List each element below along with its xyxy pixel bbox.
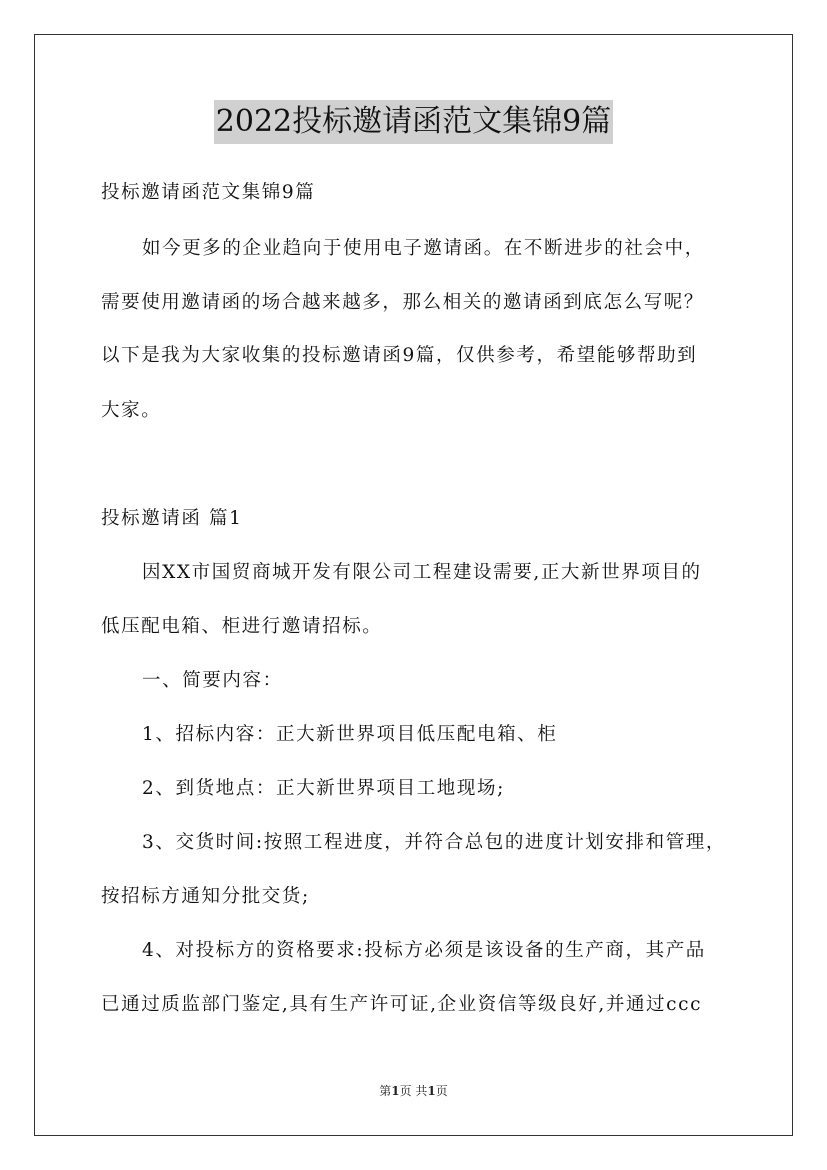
- document-title: 2022投标邀请函范文集锦9篇: [214, 100, 613, 144]
- footer-page-prefix: 第: [379, 1084, 392, 1098]
- section-para-line-2: 低压配电箱、柜进行邀请招标。: [101, 616, 383, 637]
- intro-line-1: 如今更多的企业趋向于使用电子邀请函。在不断进步的社会中，: [142, 238, 705, 259]
- item-3-line-2: 按招标方通知分批交货;: [101, 886, 310, 907]
- title-container: [0, 100, 827, 144]
- page-footer: [0, 1083, 827, 1099]
- footer-page-current: 1: [391, 1084, 400, 1098]
- section-para-line-1: 因XX市国贸商城开发有限公司工程建设需要,正大新世界项目的: [142, 562, 702, 583]
- item-2: 2、到货地点：正大新世界项目工地现场;: [142, 778, 505, 799]
- intro-line-2: 需要使用邀请函的场合越来越多，那么相关的邀请函到底怎么写呢？: [101, 292, 705, 313]
- item-4-line-2: 已通过质监部门鉴定,具有生产许可证,企业资信等级良好,并通过ccc: [101, 994, 703, 1015]
- item-4-line-1: 4、对投标方的资格要求:投标方必须是该设备的生产商，其产品: [142, 940, 706, 961]
- footer-page-mid: 页 共: [399, 1084, 428, 1098]
- intro-line-3: 以下是我为大家收集的投标邀请函9篇，仅供参考，希望能够帮助到: [101, 345, 698, 366]
- item-3-line-1: 3、交货时间:按照工程进度，并符合总包的进度计划安排和管理，: [142, 832, 727, 853]
- document-subtitle: 投标邀请函范文集锦9篇: [101, 182, 316, 203]
- intro-line-4: 大家。: [101, 400, 162, 421]
- section-heading: 投标邀请函 篇1: [101, 508, 243, 529]
- item-heading: 一、简要内容：: [142, 670, 283, 691]
- footer-page-total: 1: [427, 1084, 436, 1098]
- footer-page-suffix: 页: [435, 1084, 448, 1098]
- item-1: 1、招标内容：正大新世界项目低压配电箱、柜: [142, 724, 558, 745]
